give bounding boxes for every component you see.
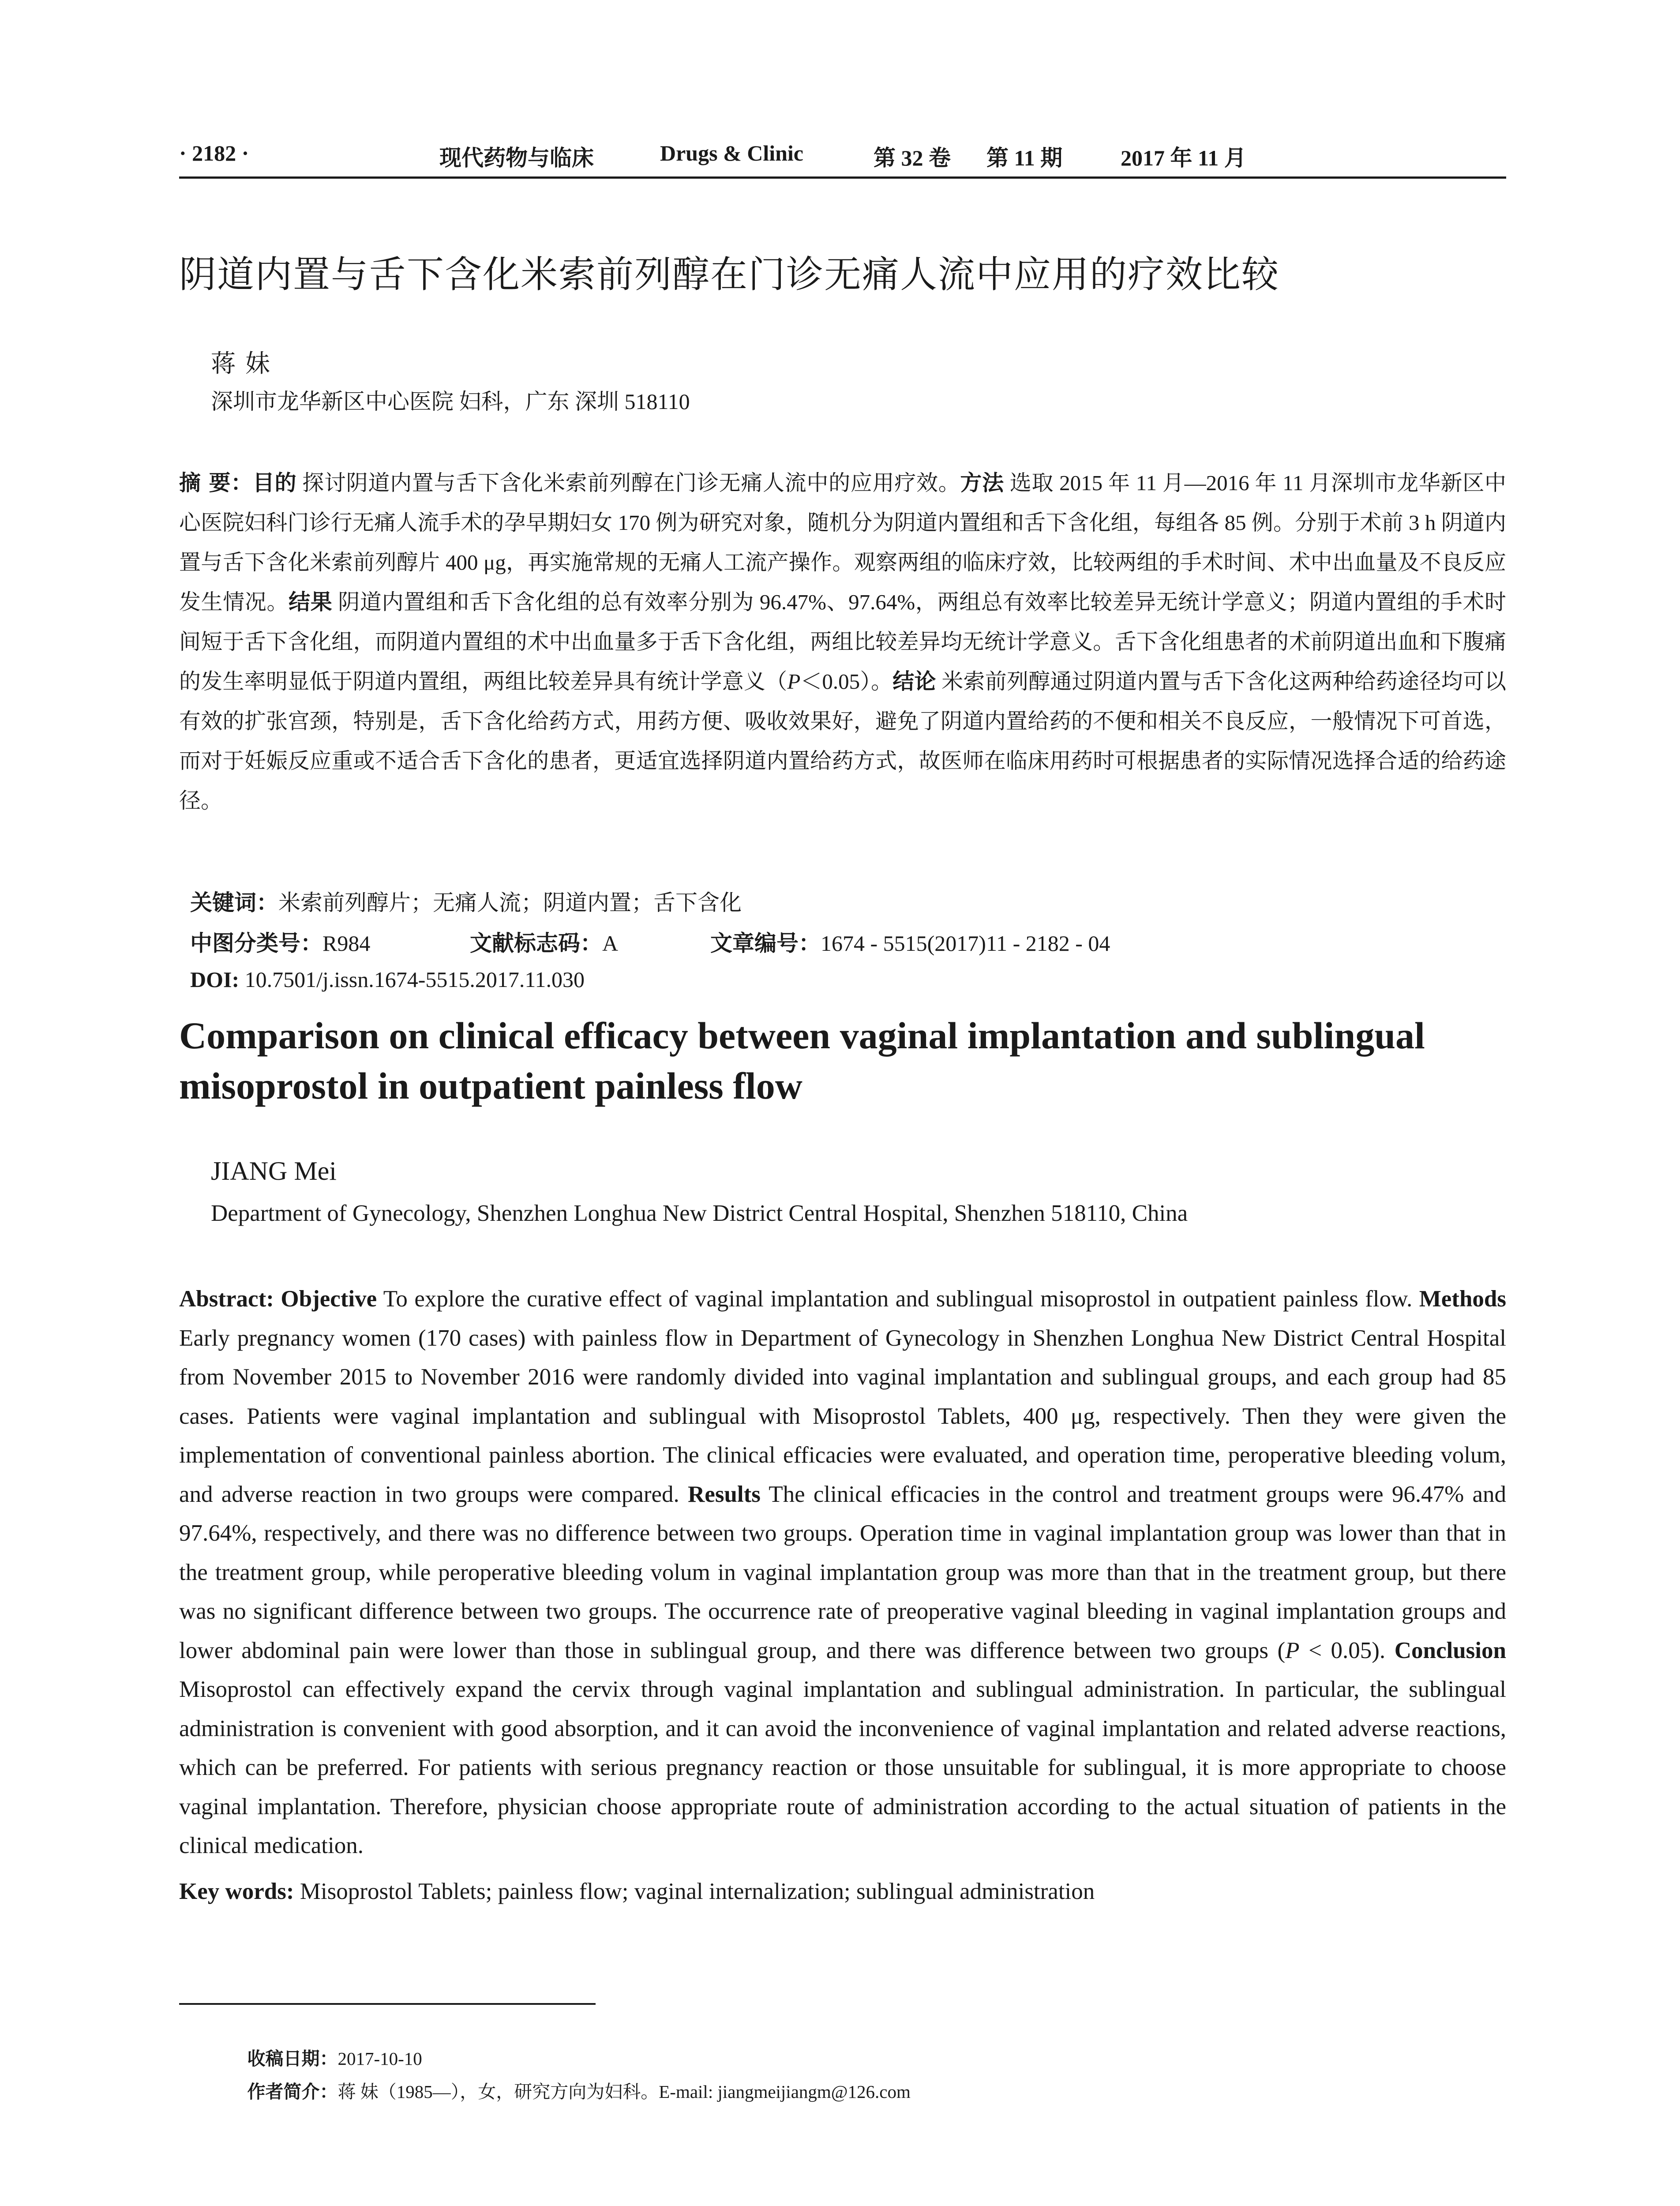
journal-name-cn: 现代药物与临床 <box>439 145 594 171</box>
author-en: JIANG Mei <box>211 1156 337 1186</box>
author-cn: 蒋 妹 <box>211 350 272 378</box>
methods-text-en: Early pregnancy women (170 cases) with painless flow in Department of Gynecology in Shenzhen Longhua New District Central Hospital from November 2015 to November 2016 were randomly divided into vaginal implantation and sublingual groups, and each group had 85 cases. Patients were vaginal implantation and sublingual with Misoprostol Tablets, 400 μg, respectively. Then they were given the implementation of conventional painless abortion. The clinical efficacies were evaluated, and operation time, peroperative bleeding volum, and adverse reaction in two groups were compared. <box>179 1325 1506 1507</box>
article-no-value: 1674 - 5515(2017)11 - 2182 - 04 <box>821 931 1110 956</box>
doi-line <box>179 941 585 992</box>
results-text-cn-end: ＜0.05）。 <box>800 669 893 694</box>
keywords-text-en: Misoprostol Tablets; painless flow; vaginal internalization; sublingual administration <box>294 1879 1095 1904</box>
doc-code-value: A <box>602 931 619 956</box>
abstract-label-cn: 摘 要： <box>179 470 253 495</box>
conclusion-label-en: Conclusion <box>1394 1637 1507 1663</box>
page-number: · 2182 · <box>179 141 249 165</box>
footnote-rule <box>179 2003 596 2005</box>
results-label-cn: 结果 <box>289 589 333 615</box>
methods-text-cn: 选取 2015 年 11 月—2016 年 11 月深圳市龙华新区中心医院妇科门诊行无痛人流手术的孕早期妇女 170 例为研究对象，随机分为阴道内置组和舌下含化组，每组各 85 例。分别于术前 3 h 阴道内置与舌下含化米索前列醇片 400 μg，再实施常规的无痛人工流产操作。观察两组的临床疗效，比较两组的手术时间、术中出血量及不良反应发生情况。 <box>179 471 1506 614</box>
footnote-author-bio <box>238 2056 911 2103</box>
doc-code-label: 文献标志码： <box>470 930 602 956</box>
issue: 第 11 期 <box>986 146 1063 170</box>
bio-text: 蒋 妹（1985—），女，研究方向为妇科。E-mail: jiangmeijiangm@126.com <box>338 2082 911 2102</box>
abstract-label-en: Abstract: <box>179 1286 274 1312</box>
publication-date: 2017 年 11 月 <box>1121 146 1246 170</box>
article-no-label: 文章编号： <box>710 930 821 956</box>
article-number-line <box>699 900 1110 957</box>
received-label: 收稿日期： <box>247 2048 338 2069</box>
keywords-label-cn: 关键词： <box>190 890 278 915</box>
objective-label-en: Objective <box>281 1286 377 1312</box>
results-text-cn: 阴道内置组和舌下含化组的总有效率分别为 96.47%、97.64%，两组总有效率比较差异无统计学意义；阴道内置组的手术时间短于舌下含化组，而阴道内置组的术中出血量多于舌下含化组，两组比较差异均无统计学意义。舌下含化组患者的术前阴道出血和下腹痛的发生率明显低于阴道内置组，两组比较差异具有统计学意义（ <box>179 590 1506 694</box>
doi-value: 10.7501/j.issn.1674-5515.2017.11.030 <box>239 967 585 992</box>
p-value-symbol: P <box>787 669 801 694</box>
keywords-en <box>179 1872 1506 1911</box>
results-label-en: Results <box>688 1481 761 1507</box>
affiliation-cn: 深圳市龙华新区中心医院 妇科，广东 深圳 518110 <box>211 389 690 414</box>
objective-label-cn: 目的 <box>252 470 297 495</box>
conclusion-text-en: Misoprostol can effectively expand the cervix through vaginal implantation and sublingual administration. In particular, the sublingual administration is convenient with good absorption, and it can avoid the inconvenience of vaginal implantation and related adverse reactions, which can be preferred. For patients with serious pregnancy reaction or those unsuitable for sublingual, it is more appropriate to choose vaginal implantation. Therefore, physician choose appropriate route of administration according to the actual situation of patients in the clinical medication. <box>179 1677 1506 1858</box>
p-value-symbol-en: P <box>1285 1637 1300 1663</box>
conclusion-text-cn: 米索前列醇通过阴道内置与舌下含化这两种给药途径均可以有效的扩张宫颈，特别是，舌下含化给药方式，用药方便、吸收效果好，避免了阴道内置给药的不便和相关不良反应，一般情况下可首选，而对于妊娠反应重或不适合舌下含化的患者，更适宜选择阴道内置给药方式，故医师在临床用药时可根据患者的实际情况选择合适的给药途径。 <box>179 669 1506 813</box>
abstract-en <box>179 1279 1506 1865</box>
objective-text-cn: 探讨阴道内置与舌下含化米索前列醇在门诊无痛人流中的应用疗效。 <box>296 471 960 495</box>
bio-label: 作者简介： <box>247 2081 338 2102</box>
volume: 第 32 卷 <box>874 146 951 170</box>
abstract-cn <box>179 463 1506 821</box>
journal-name-en: Drugs & Clinic <box>660 141 803 165</box>
running-header <box>179 140 1507 172</box>
header-rule <box>179 176 1506 179</box>
affiliation-en: Department of Gynecology, Shenzhen Longhua New District Central Hospital, Shenzhen 518110, China <box>211 1201 1188 1226</box>
methods-label-en: Methods <box>1419 1286 1507 1312</box>
results-text-en-end: < 0.05). <box>1299 1637 1386 1663</box>
keywords-text-cn: 米索前列醇片；无痛人流；阴道内置；舌下含化 <box>278 890 742 915</box>
doi-label: DOI: <box>190 967 240 992</box>
methods-label-cn: 方法 <box>960 470 1004 495</box>
objective-text-en: To explore the curative effect of vaginal implantation and sublingual misoprostol in outpatient painless flow. <box>377 1286 1413 1312</box>
clc-value: R984 <box>322 931 371 956</box>
received-date: 2017-10-10 <box>338 2048 422 2069</box>
keywords-label-en: Key words: <box>179 1879 294 1904</box>
title-cn: 阴道内置与舌下含化米索前列醇在门诊无痛人流中应用的疗效比较 <box>179 253 1280 296</box>
clc-label: 中图分类号： <box>190 930 322 956</box>
conclusion-label-cn: 结论 <box>892 669 936 694</box>
results-text-en: The clinical efficacies in the control and treatment groups were 96.47% and 97.64%, respectively, and there was no difference between two groups. Operation time in vaginal implantation group was lower than that in the treatment group, while peroperative bleeding volum in vaginal implantation group was more than that in the treatment group, but there was no significant difference between two groups. The occurrence rate of preoperative vaginal bleeding in vaginal implantation groups and lower abdominal pain were lower than those in sublingual group, and there was difference between two groups ( <box>179 1481 1507 1663</box>
title-en: Comparison on clinical efficacy between vaginal implantation and sublingual misoprostol in outpatient painless flow <box>179 1014 1425 1107</box>
